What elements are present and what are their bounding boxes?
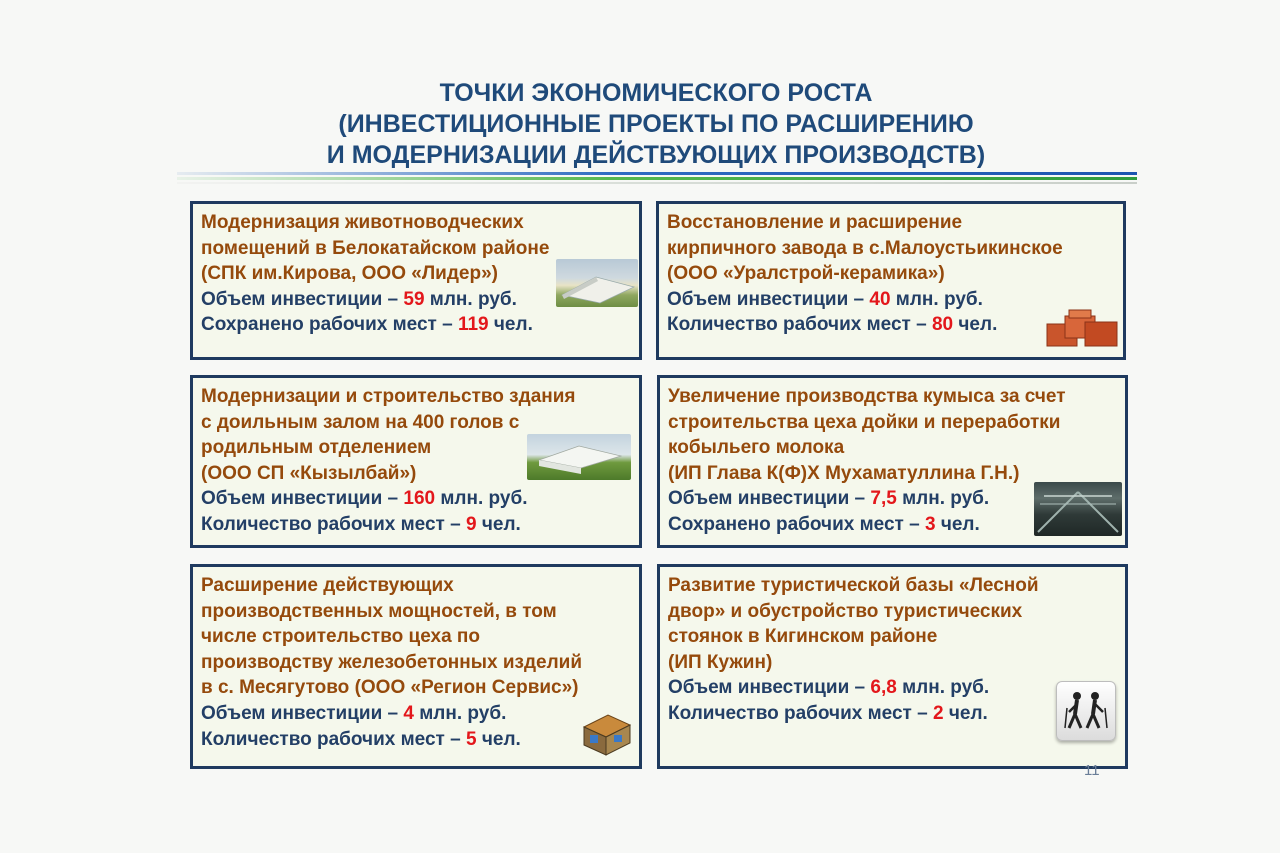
project-card-brick-factory xyxy=(656,201,1126,360)
jobs-line: Количество рабочих мест – 9 чел. xyxy=(201,513,521,535)
investment-value: 160 xyxy=(403,488,436,510)
investment-value: 6,8 xyxy=(870,677,897,699)
card-heading-line: производству железобетонных изделий xyxy=(201,651,583,673)
card-heading-line: стоянок в Кигинском районе xyxy=(668,626,938,648)
title-line: ТОЧКИ ЭКОНОМИЧЕСКОГО РОСТА xyxy=(439,79,873,107)
investment-line: Объем инвестиции – 160 млн. руб. xyxy=(201,488,528,510)
card-heading-line: Модернизация животноводческих xyxy=(201,212,524,233)
milking-hall-building-photo xyxy=(527,434,631,480)
building-icon xyxy=(527,434,631,480)
card-heading-line: числе строительство цеха по xyxy=(201,626,481,648)
card-heading-line: производственных мощностей, в том xyxy=(201,600,557,622)
jobs-line: Количество рабочих мест – 5 чел. xyxy=(201,728,521,750)
jobs-line: Сохранено рабочих мест – 119 чел. xyxy=(201,314,533,336)
card-heading-line: (ИП Глава К(Ф)Х Мухаматуллина Г.Н.) xyxy=(668,462,1020,484)
card-heading-line: Увеличение производства кумыса за счет xyxy=(668,386,1066,407)
investment-value: 40 xyxy=(869,288,891,310)
investment-value: 59 xyxy=(403,288,425,310)
jobs-value: 2 xyxy=(932,702,944,724)
card-heading-line: с доильным залом на 400 голов с xyxy=(201,411,520,433)
jobs-line: Сохранено рабочих мест – 3 чел. xyxy=(668,513,980,535)
card-heading-line: Развитие туристической базы «Лесной xyxy=(668,575,1039,596)
divider-blue xyxy=(177,172,1137,175)
project-card-concrete xyxy=(190,564,642,769)
divider-green xyxy=(177,177,1137,180)
card-heading-line: строительства цеха дойки и переработки xyxy=(668,411,1061,433)
card-heading-line: (СПК им.Кирова, ООО «Лидер») xyxy=(201,263,498,285)
card-heading-line: Модернизации и строительство здания xyxy=(201,386,576,407)
project-card-kumis xyxy=(657,375,1128,548)
jobs-value: 80 xyxy=(931,314,954,336)
investment-value: 4 xyxy=(403,702,414,724)
hikers-icon xyxy=(1056,681,1116,741)
workshop-interior-icon xyxy=(1034,482,1122,536)
page-title xyxy=(170,78,1142,171)
house-construction-icon xyxy=(578,705,634,759)
card-heading-line: кобыльего молока xyxy=(668,437,845,459)
card-heading-line: двор» и обустройство туристических xyxy=(668,600,1023,622)
card-heading-line: кирпичного завода в с.Малоустьикинское xyxy=(667,237,1063,259)
jobs-value: 9 xyxy=(465,513,477,535)
milking-workshop-photo xyxy=(1034,482,1122,536)
investment-line: Объем инвестиции – 7,5 млн. руб. xyxy=(668,488,990,510)
investment-line: Объем инвестиции – 59 млн. руб. xyxy=(201,288,517,310)
card-heading-line: (ООО «Уралстрой-керамика») xyxy=(667,263,945,285)
investment-value: 7,5 xyxy=(870,488,897,510)
investment-line: Объем инвестиции – 6,8 млн. руб. xyxy=(668,677,990,699)
investment-line: Объем инвестиции – 40 млн. руб. xyxy=(667,288,983,310)
project-card-tourism xyxy=(657,564,1128,769)
bricks-photo xyxy=(1043,306,1121,352)
title-line: И МОДЕРНИЗАЦИИ ДЕЙСТВУЮЩИХ ПРОИЗВОДСТВ) xyxy=(326,141,986,169)
investment-line: Объем инвестиции – 4 млн. руб. xyxy=(201,702,507,724)
bricks-icon xyxy=(1043,306,1121,352)
farm-building-icon xyxy=(556,259,638,307)
title-line: (ИНВЕСТИЦИОННЫЕ ПРОЕКТЫ ПО РАСШИРЕНИЮ xyxy=(338,110,974,138)
page-number: 11 xyxy=(1084,762,1100,779)
jobs-value: 3 xyxy=(924,513,936,535)
jobs-value: 5 xyxy=(465,728,477,750)
card-heading-line: Восстановление и расширение xyxy=(667,212,963,233)
card-heading-line: в с. Месягутово (ООО «Регион Сервис») xyxy=(201,677,579,699)
project-card-livestock xyxy=(190,201,642,360)
card-heading-line: (ООО СП «Кызылбай») xyxy=(201,462,417,484)
card-heading-line: Расширение действующих xyxy=(201,575,454,596)
divider-gray xyxy=(177,182,1137,184)
card-heading-line: родильным отделением xyxy=(201,437,432,459)
livestock-farm-photo xyxy=(556,259,638,307)
card-heading-line: помещений в Белокатайском районе xyxy=(201,237,550,259)
card-heading-line: (ИП Кужин) xyxy=(668,651,773,673)
jobs-line: Количество рабочих мест – 80 чел. xyxy=(667,314,998,336)
jobs-line: Количество рабочих мест – 2 чел. xyxy=(668,702,988,724)
jobs-value: 119 xyxy=(457,314,489,336)
project-card-milking-hall xyxy=(190,375,642,548)
